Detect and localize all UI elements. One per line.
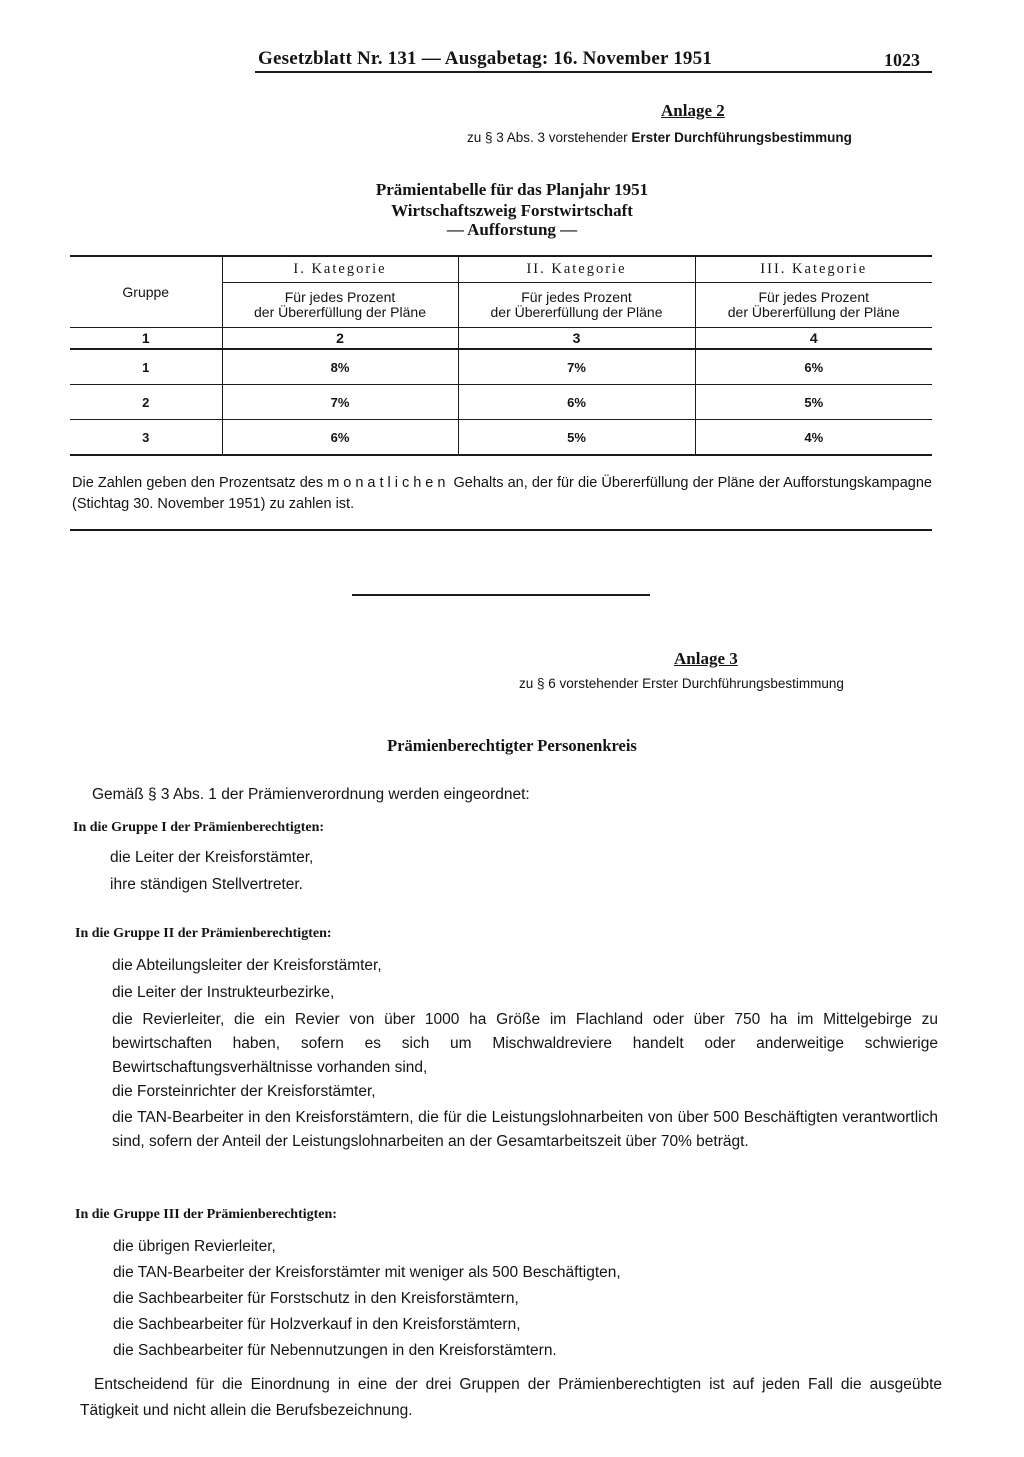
list-item: die Sachbearbeiter für Nebennutzungen in den Kreisforstämtern.	[113, 1342, 557, 1359]
percent-cell: 5%	[695, 385, 932, 420]
column-number: 4	[695, 328, 932, 350]
list-item: die Abteilungsleiter der Kreisforstämter,	[112, 957, 382, 974]
category-3-subheader	[695, 283, 932, 328]
premium-table	[70, 255, 932, 456]
gruppe-cell: 3	[70, 420, 222, 456]
closing-paragraph: Entscheidend für die Einordnung in eine der drei Gruppen der Prämienberechtigten ist auf jeden Fall die ausgeübte Tätigkeit und nicht allein die Berufsbezeichnung.	[80, 1376, 942, 1419]
gruppe-cell: 2	[70, 385, 222, 420]
subheader-line2: der Übererfüllung der Pläne	[490, 304, 663, 320]
anlage2-ref-text: zu § 3 Abs. 3 vorstehender	[467, 130, 632, 145]
note-part1: Die Zahlen geben den Prozentsatz des	[72, 475, 328, 491]
list-item: die Leiter der Instrukteurbezirke,	[112, 984, 335, 1001]
table-note	[72, 473, 932, 515]
subheader-line2: der Übererfüllung der Pläne	[727, 304, 900, 320]
section-title: Prämienberechtigter Personenkreis	[387, 736, 637, 755]
column-number: 3	[458, 328, 695, 350]
list-item: die Leiter der Kreisforstämter,	[110, 849, 314, 866]
column-number: 1	[70, 328, 222, 350]
list-item: die übrigen Revierleiter,	[113, 1238, 276, 1255]
section-divider-short	[352, 594, 650, 596]
anlage2-ref-bold: Erster Durchführungsbestimmung	[631, 130, 852, 145]
subheader-line1: Für jedes Prozent	[521, 289, 632, 305]
group-2-header: In die Gruppe II der Prämienberechtigten:	[75, 926, 332, 941]
gazette-header-title: Gesetzblatt Nr. 131 — Ausgabetag: 16. November 1951	[258, 48, 713, 69]
table-row	[70, 349, 932, 385]
category-1-subheader	[222, 283, 458, 328]
table-row	[70, 420, 932, 456]
table-title-line3: — Aufforstung —	[446, 220, 578, 239]
list-item: die TAN-Bearbeiter der Kreisforstämter mit weniger als 500 Beschäftigten,	[113, 1264, 621, 1281]
list-item: die Forsteinrichter der Kreisforstämter,	[112, 1083, 376, 1100]
percent-cell: 8%	[222, 349, 458, 385]
group-3-header: In die Gruppe III der Prämienberechtigten:	[75, 1207, 337, 1222]
percent-cell: 5%	[458, 420, 695, 456]
section-intro: Gemäß § 3 Abs. 1 der Prämienverordnung werden eingeordnet:	[92, 786, 530, 803]
list-item: die Sachbearbeiter für Forstschutz in den Kreisforstämtern,	[113, 1290, 519, 1307]
anlage2-reference	[467, 130, 852, 145]
subheader-line1: Für jedes Prozent	[758, 289, 869, 305]
list-item: ihre ständigen Stellvertreter.	[110, 876, 303, 893]
category-2-header: II. Kategorie	[458, 256, 695, 283]
percent-cell: 7%	[458, 349, 695, 385]
page-number: 1023	[884, 50, 920, 70]
group-1-header: In die Gruppe I der Prämienberechtigten:	[73, 820, 325, 835]
anlage2-title: Anlage 2	[661, 101, 725, 120]
category-2-subheader	[458, 283, 695, 328]
list-item: die TAN-Bearbeiter in den Kreisforstämtern, die für die Leistungslohnarbeiten von über 500 Beschäftigten verantwortlich sind, sofern der Anteil der Leistungslohnarbeiten an der Gesamtarbeitszeit über 70% beträgt.	[112, 1109, 938, 1150]
note-part2: Gehalts an, der für die Übererfüllung der Pläne der Aufforstungskampagne (Stichtag 30. November 1951) zu zahlen ist.	[72, 475, 932, 512]
table-row	[70, 385, 932, 420]
anlage3-reference: zu § 6 vorstehender Erster Durchführungsbestimmung	[519, 676, 844, 691]
table-title-line2: Wirtschaftszweig Forstwirtschaft	[391, 201, 633, 220]
gruppe-cell: 1	[70, 349, 222, 385]
note-spaced-word: monatlichen	[327, 475, 450, 491]
column-number: 2	[222, 328, 458, 350]
header-rule	[255, 71, 932, 73]
anlage3-title: Anlage 3	[674, 649, 738, 668]
section-divider-thick	[70, 529, 932, 531]
list-item: die Revierleiter, die ein Revier von über 1000 ha Größe im Flachland oder über 750 ha im Mittelgebirge zu bewirtschaften haben, sofern es sich um Mischwaldreviere handelt oder anderweitige schwierige Bewirtschaftungsverhältnisse vorhanden sind,	[112, 1011, 938, 1076]
category-3-header: III. Kategorie	[695, 256, 932, 283]
subheader-line1: Für jedes Prozent	[284, 289, 396, 305]
percent-cell: 7%	[222, 385, 458, 420]
gruppe-header: Gruppe	[70, 256, 222, 328]
percent-cell: 4%	[695, 420, 932, 456]
subheader-line2: der Übererfüllung der Pläne	[254, 304, 426, 320]
percent-cell: 6%	[695, 349, 932, 385]
category-1-header: I. Kategorie	[222, 256, 458, 283]
percent-cell: 6%	[222, 420, 458, 456]
table-title-line1: Prämientabelle für das Planjahr 1951	[375, 180, 649, 199]
list-item: die Sachbearbeiter für Holzverkauf in den Kreisforstämtern,	[113, 1316, 521, 1333]
percent-cell: 6%	[458, 385, 695, 420]
